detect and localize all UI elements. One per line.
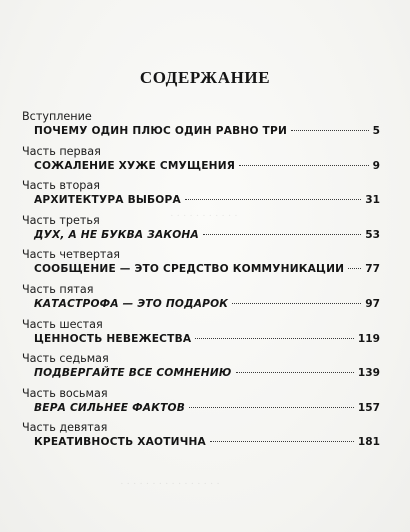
toc-page-number: 31 (365, 194, 380, 207)
toc-chapter-title: КРЕАТИВНОСТЬ ХАОТИЧНА (34, 436, 206, 449)
dot-leader (203, 234, 361, 235)
toc-chapter-line (34, 159, 380, 174)
toc-entry (22, 387, 380, 422)
dot-leader (291, 130, 369, 131)
toc-entry (22, 179, 380, 214)
toc-entry (22, 421, 380, 456)
toc-part-label: Часть девятая (22, 421, 108, 435)
toc-page-number: 139 (357, 367, 380, 380)
toc-chapter-line (34, 366, 380, 381)
show-through-text: · · · · · · · · · · · (170, 210, 238, 222)
toc-chapter-title: ДУХ, А НЕ БУКВА ЗАКОНА (34, 228, 199, 241)
dot-leader (195, 338, 354, 339)
toc-chapter-title: ПОЧЕМУ ОДИН ПЛЮС ОДИН РАВНО ТРИ (34, 125, 288, 137)
toc-page-number: 53 (365, 228, 380, 241)
toc-part-label: Часть четвертая (22, 248, 121, 262)
toc-entry (22, 283, 380, 318)
show-through-text: · · · · · · · · · · · · · · · · (120, 478, 220, 490)
toc-chapter-line (34, 193, 380, 208)
toc-chapter-title: СООБЩЕНИЕ — ЭТО СРЕДСТВО КОММУНИКАЦИИ (34, 263, 345, 276)
toc-chapter-title: ЦЕННОСТЬ НЕВЕЖЕСТВА (34, 332, 192, 345)
toc-page-number: 157 (357, 401, 380, 414)
toc-chapter-line (34, 124, 380, 139)
toc-entry (22, 352, 380, 387)
toc-part-label: Часть вторая (22, 179, 100, 193)
toc-part-label: Часть пятая (22, 282, 94, 296)
toc-page-number: 77 (365, 263, 380, 276)
toc-page-number: 119 (357, 332, 380, 345)
toc-page-number: 181 (357, 436, 380, 449)
dot-leader (210, 441, 354, 442)
toc-chapter-title: КАТАСТРОФА — ЭТО ПОДАРОК (34, 297, 229, 310)
toc-title: СОДЕРЖАНИЕ (139, 68, 271, 87)
toc-part-label: Часть седьмая (22, 352, 109, 366)
table-of-contents (22, 110, 380, 456)
toc-part-label: Вступление (22, 110, 92, 123)
toc-part-label: Часть восьмая (22, 386, 108, 400)
toc-entry (22, 145, 380, 180)
toc-chapter-title: СОЖАЛЕНИЕ ХУЖЕ СМУЩЕНИЯ (34, 159, 236, 172)
toc-chapter-line (34, 262, 380, 277)
toc-page-number: 9 (372, 159, 380, 172)
toc-chapter-title: ВЕРА СИЛЬНЕЕ ФАКТОВ (34, 401, 185, 414)
toc-page-number: 5 (372, 125, 380, 137)
toc-chapter-line (34, 332, 380, 347)
toc-entry (22, 318, 380, 353)
toc-part-label: Часть шестая (22, 317, 103, 331)
dot-leader (185, 199, 361, 200)
dot-leader (348, 268, 361, 269)
dot-leader (239, 165, 369, 166)
toc-entry (22, 248, 380, 283)
toc-chapter-line (34, 401, 380, 416)
toc-part-label: Часть первая (22, 144, 101, 158)
toc-entry (22, 214, 380, 249)
toc-chapter-title: АРХИТЕКТУРА ВЫБОРА (34, 194, 181, 207)
toc-chapter-line (34, 228, 380, 243)
toc-chapter-line (34, 435, 380, 450)
toc-chapter-title: ПОДВЕРГАЙТЕ ВСЕ СОМНЕНИЮ (34, 367, 232, 380)
toc-page-number: 97 (365, 297, 380, 310)
toc-chapter-line (34, 297, 380, 312)
dot-leader (232, 303, 361, 304)
toc-entry (22, 110, 380, 145)
dot-leader (189, 407, 354, 408)
toc-part-label: Часть третья (22, 213, 100, 227)
dot-leader (236, 372, 354, 373)
